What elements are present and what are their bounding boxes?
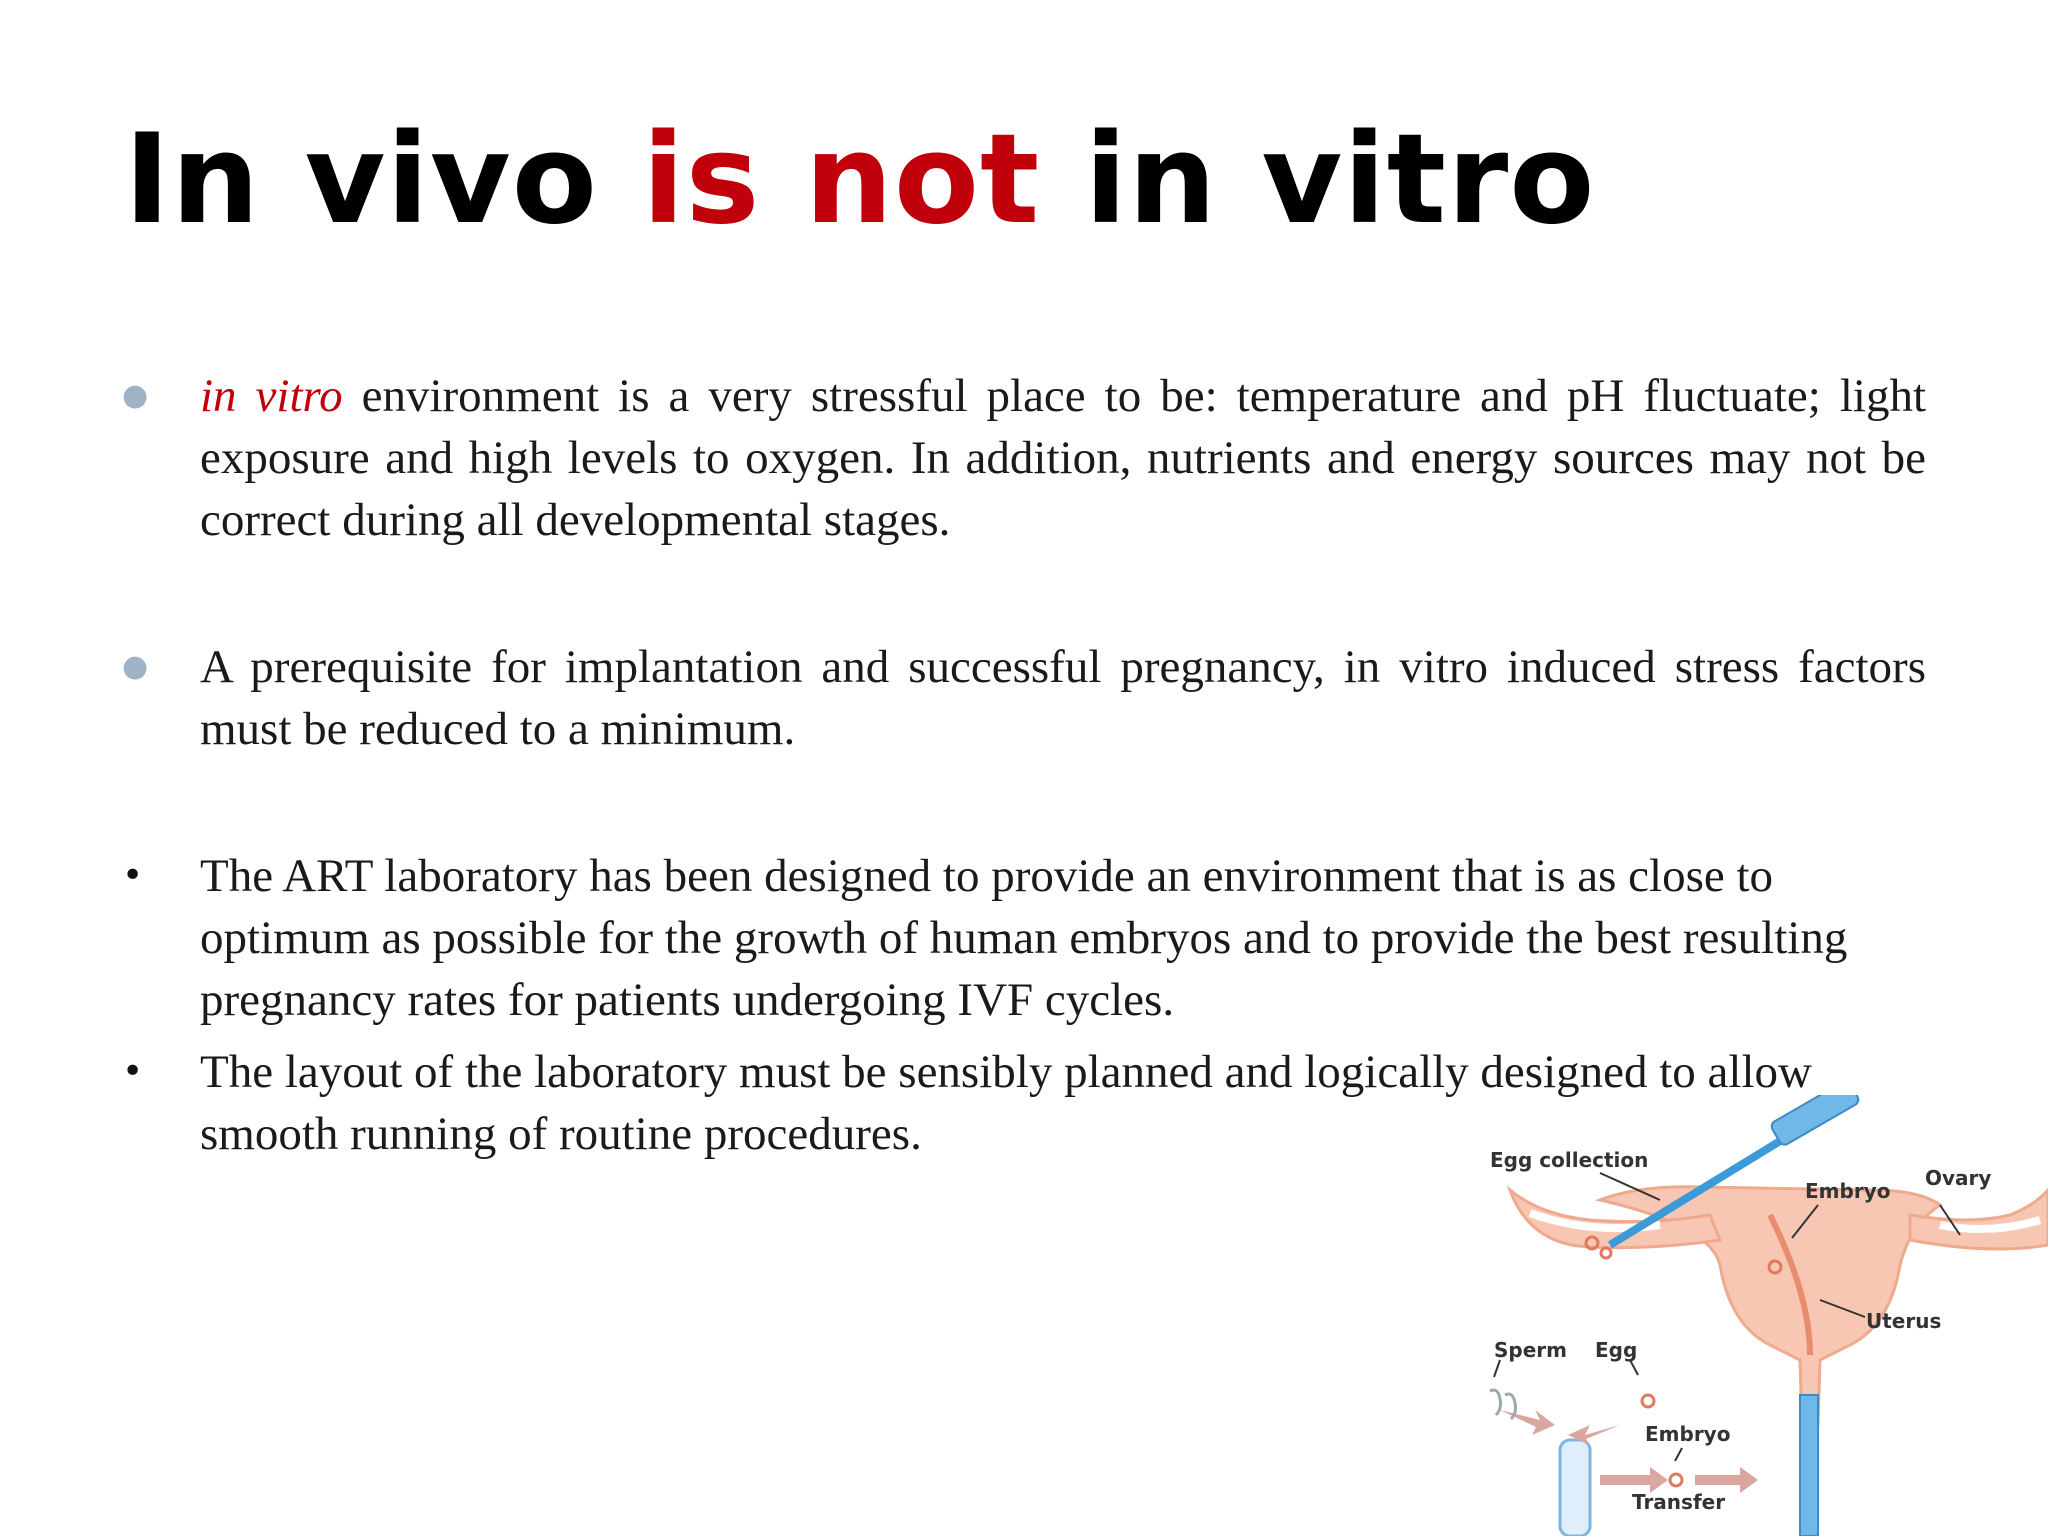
label-sperm: Sperm (1494, 1338, 1567, 1362)
bullet-italic-lead: in vitro (200, 370, 343, 422)
label-egg-collection: Egg collection (1490, 1148, 1649, 1172)
title-emphasis: is not (642, 108, 1041, 252)
catheter-icon (1800, 1395, 1818, 1536)
label-embryo-bottom: Embryo (1645, 1422, 1731, 1446)
bullet-text: The layout of the laboratory must be sensibly planned and logically designed to allow smooth running of routine procedures. (200, 1046, 1812, 1160)
bullet-item-1 (122, 365, 1926, 551)
bullet-dot-icon: ● (122, 378, 149, 413)
bullet-item-2 (122, 636, 1926, 760)
bullet-text: environment is a very stressful place to be: temperature and pH fluctuate; light exposure and high levels to oxygen. In addition, nutrients and energy sources may not be correct during all developmental stages. (200, 370, 1926, 546)
label-uterus: Uterus (1866, 1309, 1942, 1333)
label-embryo-top: Embryo (1805, 1179, 1891, 1203)
bullet-dot-icon: • (122, 855, 144, 896)
slide-title (124, 108, 1596, 252)
title-part-3: in vitro (1040, 108, 1596, 252)
label-transfer: Transfer (1632, 1490, 1726, 1514)
test-tube-icon (1560, 1440, 1590, 1536)
bullet-text: The ART laboratory has been designed to provide an environment that is as close to optimum as possible for the growth of human embryos and to provide the best resulting pregnancy rates for patients undergoing IVF cycles. (200, 850, 1848, 1026)
title-part-1: In vivo (124, 108, 643, 252)
label-ovary: Ovary (1925, 1166, 1992, 1190)
bullet-item-3 (122, 845, 1920, 1031)
bullet-text: A prerequisite for implantation and successful pregnancy, in vitro induced stress factors must be reduced to a minimum. (200, 641, 1926, 755)
ivf-diagram (1470, 1095, 2048, 1536)
bullet-dot-icon: • (122, 1051, 144, 1092)
label-egg: Egg (1595, 1338, 1638, 1362)
bullet-dot-icon: ● (122, 649, 149, 684)
